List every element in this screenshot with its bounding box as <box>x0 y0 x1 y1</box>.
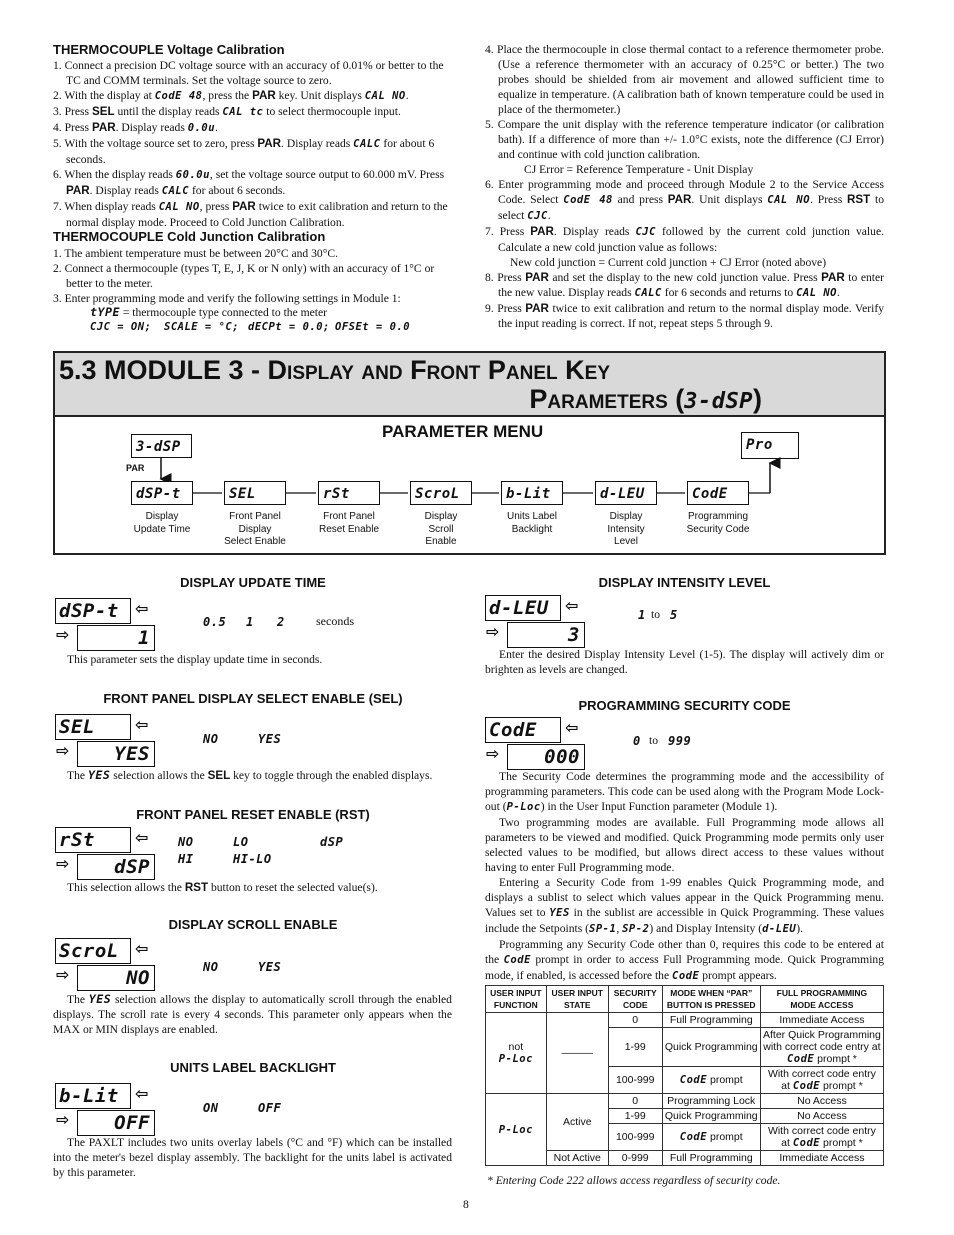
table-cell: ——— <box>546 1013 608 1094</box>
par-label: PAR <box>126 463 145 473</box>
text-run: 4. Press <box>53 121 92 134</box>
text-run: followed by the current cold junction value. Calculate a new cold junction value as follows: <box>498 225 884 254</box>
table-cell: CodE prompt <box>662 1067 760 1094</box>
blit-title: UNITS LABEL BACKLIGHT <box>170 1060 336 1075</box>
text-run: . Display reads <box>281 137 354 150</box>
text-run: twice to exit calibration and return to the normal display mode. Proceed to Cold Junction Calibration. <box>66 200 448 229</box>
display-code: CJC <box>635 226 656 238</box>
rst-option-lo: LO <box>233 835 249 849</box>
text-run: . Display reads <box>115 121 188 134</box>
text-run: . <box>215 121 218 134</box>
key-name: PAR <box>667 193 692 206</box>
blit-bottom-lcd: OFF <box>77 1110 155 1136</box>
key-name: RST <box>847 193 871 206</box>
text-run: key. Unit displays <box>275 89 365 102</box>
dspt-bottom-lcd: 1 <box>77 625 155 651</box>
table-cell: 0 <box>608 1013 662 1028</box>
type-line <box>90 305 327 320</box>
table-header-row <box>486 986 884 1013</box>
display-code: CodE <box>503 954 531 966</box>
setting-scale: SCALE = °C; <box>164 321 240 333</box>
module-number: 5.3 MODULE 3 - <box>59 355 268 385</box>
text-run: to enter the new value. Display reads <box>498 271 884 299</box>
rst-desc-b: button to reset the selected value(s). <box>208 881 378 894</box>
blit-option-on: ON <box>203 1101 219 1115</box>
parameter-menu <box>53 413 886 555</box>
table-row <box>486 1094 884 1109</box>
type-text: = thermocouple type connected to the meter <box>119 306 328 319</box>
display-code: CALC <box>161 185 190 197</box>
menu-label-line: Programming <box>687 511 749 522</box>
table-cell: MODE WHEN “PAR” BUTTON IS PRESSED <box>662 986 760 1013</box>
code-option-min: 0 <box>633 734 641 748</box>
menu-label-line: Units Label <box>506 511 558 522</box>
menu-label <box>487 511 577 536</box>
table-cell: Active <box>546 1094 608 1151</box>
code-bottom-lcd: 000 <box>507 744 585 770</box>
table-cell: With correct code entry at CodE prompt * <box>760 1124 883 1151</box>
key-name: PAR <box>821 271 845 284</box>
numbered-step <box>53 261 453 291</box>
text-run: . Unit displays <box>691 193 768 206</box>
display-code: CodE 48 <box>563 194 613 206</box>
table-cell: 0 <box>608 1094 662 1109</box>
text-run: , set the voltage source output to 60.000 mV. Press <box>209 168 445 181</box>
table-footnote: * Entering Code 222 allows access regardless of security code. <box>487 1174 781 1187</box>
text-run: 2. Connect a thermocouple (types T, E, J, K or N only) with an accuracy of 1°C or better to the meter. <box>53 262 435 290</box>
menu-label-line: Select Enable <box>224 536 286 547</box>
text-run: prompt appears. <box>699 969 777 982</box>
scrol-option-no: NO <box>203 960 219 974</box>
table-cell: Immediate Access <box>760 1151 883 1166</box>
table-cell: 100-999 <box>608 1067 662 1094</box>
sel-top-lcd: SEL <box>55 714 131 740</box>
display-code: 0.0u <box>187 122 216 134</box>
dleu-title: DISPLAY INTENSITY LEVEL <box>598 575 771 590</box>
page-number: 8 <box>463 1198 469 1211</box>
text-run: . Press <box>810 193 848 206</box>
table-cell: Programming Lock <box>662 1094 760 1109</box>
scrol-desc-a: The <box>67 993 89 1006</box>
key-name: PAR <box>232 200 256 213</box>
table-cell: USER INPUT FUNCTION <box>486 986 547 1013</box>
text-run: Two programming modes are available. Full Programming mode allows all parameters to be viewed and modified. Quick Programming mode permits only user selected values to be modified, but allows direct access to these values without having to enter Full Programming mode. <box>485 816 884 874</box>
text-run: 7. Press <box>485 225 531 238</box>
sel-arrow-icon: ⇨ <box>56 625 70 644</box>
module-heading <box>59 355 610 386</box>
menu-label <box>581 511 671 549</box>
text-run: ). <box>796 922 803 935</box>
dspt-option-1: 0.5 <box>203 615 227 629</box>
sel-desc-b: selection allows the <box>110 769 208 782</box>
security-code-table <box>485 985 884 1166</box>
sel-desc-key: SEL <box>207 769 231 782</box>
menu-label-line: Scroll <box>428 523 454 535</box>
menu-label-line: Level <box>614 536 638 547</box>
text-run: and press <box>612 193 668 206</box>
text-run: . Display reads <box>553 225 636 238</box>
sel-option-no: NO <box>203 732 219 746</box>
table-cell: SECURITY CODE <box>608 986 662 1013</box>
display-code: CJC <box>527 210 548 222</box>
sel-arrow-icon: ⇨ <box>56 741 70 760</box>
text-run: . <box>837 286 840 299</box>
scrol-title: DISPLAY SCROLL ENABLE <box>168 917 338 932</box>
table-cell: FULL PROGRAMMING MODE ACCESS <box>760 986 883 1013</box>
menu-label-line: Display <box>238 523 272 535</box>
dspt-option-3: 2 <box>277 615 285 629</box>
table-cell: CodE prompt <box>662 1124 760 1151</box>
numbered-step <box>53 167 453 199</box>
text-run: and set the display to the new cold junction value. Press <box>548 271 822 284</box>
rst-option-hi: HI <box>178 852 194 866</box>
table-cell: 1-99 <box>608 1028 662 1067</box>
sel-desc-a: The <box>67 769 88 782</box>
display-code: CAL NO <box>364 90 406 102</box>
dleu-option-min: 1 <box>638 608 646 622</box>
sel-bottom-lcd: YES <box>77 741 155 767</box>
par-arrow-icon: ⇦ <box>565 718 579 737</box>
menu-label-line: Display <box>424 511 458 522</box>
menu-start-box[interactable]: 3-dSP <box>131 434 192 458</box>
table-cell: Not Active <box>546 1151 608 1166</box>
code-paragraph <box>485 937 884 984</box>
key-name: PAR <box>530 225 554 238</box>
rst-desc <box>67 880 378 895</box>
text-run: for about 6 seconds. <box>189 184 286 197</box>
code-top-lcd: CodE <box>485 717 561 743</box>
dleu-desc: Enter the desired Display Intensity Level (1-5). The display will actively dim or brighten as levels are changed. <box>485 648 884 676</box>
text-run: Entering a Security Code from 1-99 enables Quick Programming mode, and displays a sublist to select which values appear in the Quick Programming menu. Values set to <box>485 876 884 919</box>
menu-label-line: Reset Enable <box>318 523 380 535</box>
text-run: The Security Code determines the programming mode and the accessibility of programming parameters. This code can be used along with the Program Mode Lock-out ( <box>485 770 884 813</box>
menu-box-blit[interactable]: b-Lit <box>501 481 563 505</box>
par-arrow-icon: ⇦ <box>135 1084 149 1103</box>
text-run: for 6 seconds and returns to <box>661 286 797 299</box>
display-code: CAL NO <box>158 201 200 213</box>
rst-option-dsp: dSP <box>320 835 344 849</box>
rst-desc-a: This selection allows the <box>67 881 185 894</box>
text-run: 1. Connect a precision DC voltage source with an accuracy of 0.01% or better to the TC and COMM terminals. Set the voltage source to zero. <box>53 59 444 87</box>
text-run: 9. Press <box>485 302 526 315</box>
cj-cal-title: THERMOCOUPLE Cold Junction Calibration <box>53 229 326 244</box>
scrol-bottom-lcd: NO <box>77 965 155 991</box>
display-code: CAL NO <box>796 287 838 299</box>
numbered-step <box>485 42 884 117</box>
dleu-top-lcd: d-LEU <box>485 595 561 621</box>
menu-label <box>117 511 207 536</box>
dspt-option-2: 1 <box>246 615 254 629</box>
code-title: PROGRAMMING SECURITY CODE <box>578 698 791 713</box>
text-run: . Display reads <box>89 184 162 197</box>
text-run: in the sublist are accessible in Quick Programming. These values include the Setpoints ( <box>485 906 884 935</box>
display-code: P-Loc <box>506 801 541 813</box>
numbered-step <box>53 58 453 88</box>
display-code: 60.0u <box>175 169 210 181</box>
sel-desc-c: key to toggle through the enabled displays. <box>230 769 433 782</box>
ploc-label: P-Loc <box>498 1053 533 1065</box>
dleu-bottom-lcd: 3 <box>507 622 585 648</box>
scrol-option-yes: YES <box>258 960 282 974</box>
menu-label <box>396 511 486 549</box>
key-name: PAR <box>525 302 549 315</box>
setting-ofset: OFSEt = 0.0 <box>335 321 411 333</box>
text-run: 5. Compare the unit display with the reference temperature indicator (or calibration bath). If a difference of more than +/- 1.0°C exists, note the difference (CJ Error) and continue with cold junction calibration. <box>485 118 884 161</box>
sel-arrow-icon: ⇨ <box>486 744 500 763</box>
dspt-unit: seconds <box>316 614 354 628</box>
menu-end-box[interactable]: Pro <box>741 432 799 459</box>
numbered-step <box>485 177 884 224</box>
text-run: , <box>616 922 623 935</box>
display-code: YES <box>549 907 570 919</box>
cj-error-formula: CJ Error = Reference Temperature - Unit Display <box>524 163 754 176</box>
text-run: 7. When display reads <box>53 200 159 213</box>
table-cell: Quick Programming <box>662 1109 760 1124</box>
module-title-line2 <box>529 384 762 415</box>
table-cell: Quick Programming <box>662 1028 760 1067</box>
menu-label-line: Front Panel <box>229 511 281 522</box>
numbered-step <box>53 199 453 230</box>
display-code: CAL NO <box>767 194 811 206</box>
sel-option-yes: YES <box>258 732 282 746</box>
module-title-close: ) <box>753 384 762 414</box>
type-code: tYPE <box>90 305 120 319</box>
display-code: CALC <box>634 287 662 299</box>
blit-top-lcd: b-Lit <box>55 1083 131 1109</box>
menu-label-line: Enable <box>425 536 457 547</box>
menu-label <box>210 511 300 549</box>
table-cell: 100-999 <box>608 1124 662 1151</box>
text-run: twice to exit calibration and return to the normal display mode. Verify the input reading is correct. If not, repeat steps 5 through 9. <box>498 302 884 330</box>
code-option-max: 999 <box>668 734 692 748</box>
module1-settings <box>90 321 430 333</box>
menu-box-sel[interactable]: SEL <box>224 481 286 505</box>
rst-option-no: NO <box>178 835 194 849</box>
sel-arrow-icon: ⇨ <box>486 622 500 641</box>
parameter-menu-title: PARAMETER MENU <box>382 422 544 441</box>
key-name: PAR <box>525 271 549 284</box>
rst-option-hi-lo: HI-LO <box>233 852 272 866</box>
table-cell: Immediate Access <box>760 1013 883 1028</box>
volt-cal-steps <box>53 58 453 230</box>
code-prompt-text: CodE <box>679 1131 708 1143</box>
text-run: 5. With the voltage source set to zero, press <box>53 137 258 150</box>
par-arrow-icon: ⇦ <box>135 599 149 618</box>
code-prompt-text: CodE <box>792 1137 821 1149</box>
scrol-desc-b: selection allows the display to automatically scroll through the enabled displays. The scroll rate is every 4 seconds. This parameter only appears when the MAX or MIN displays are enabled. <box>53 993 452 1036</box>
text-run: for about 6 seconds. <box>66 137 435 166</box>
display-code: SP-1 <box>589 923 617 935</box>
text-run: to select <box>498 193 884 222</box>
text-run: 4. Place the thermocouple in close thermal contact to a reference thermometer probe. (Use a reference thermometer with an accuracy of 0.25°C or better.) The two probes should be shielded from air movement and allowed sufficient time to equalize in temperature. (A calibration bath of known temperature could be used in place of the thermometer.) <box>485 43 884 116</box>
cj-cal-steps <box>53 246 453 306</box>
text-run: 3. Enter programming mode and verify the following settings in Module 1: <box>53 292 401 305</box>
par-arrow-icon: ⇦ <box>135 828 149 847</box>
code-paragraph <box>485 815 884 875</box>
module-banner <box>53 351 886 417</box>
module-title-params: Parameters ( <box>529 384 685 414</box>
text-run: 6. When the display reads <box>53 168 176 181</box>
text-run: 2. With the display at <box>53 89 155 102</box>
par-arrow-icon: ⇦ <box>565 596 579 615</box>
menu-label-line: Intensity <box>607 523 645 535</box>
text-run: ) in the User Input Function parameter (Module 1). <box>540 800 778 813</box>
not-label: not <box>508 1041 524 1053</box>
table-cell: 1-99 <box>608 1109 662 1124</box>
display-code: CodE 48 <box>154 90 203 102</box>
table-cell: P-Loc <box>486 1094 547 1166</box>
text-run: , press the <box>202 89 253 102</box>
menu-label-line: Update Time <box>133 523 191 535</box>
table-cell: After Quick Programming with correct code entry at CodE prompt * <box>760 1028 883 1067</box>
table-cell: USER INPUT STATE <box>546 986 608 1013</box>
numbered-step <box>53 291 453 306</box>
blit-option-off: OFF <box>258 1101 282 1115</box>
module-code: 3-dSP <box>684 389 753 414</box>
display-code: CALC <box>353 138 381 150</box>
text-run: 8. Press <box>485 271 526 284</box>
text-run: ) and Display Intensity ( <box>649 922 763 935</box>
display-code: d-LEU <box>762 923 797 935</box>
menu-box-dspt[interactable]: dSP-t <box>131 481 193 505</box>
numbered-step <box>53 136 453 167</box>
numbered-step <box>53 88 453 104</box>
menu-label-line: Front Panel <box>323 511 375 522</box>
key-name: PAR <box>257 137 282 150</box>
key-name: PAR <box>252 89 276 102</box>
text-run: 1. The ambient temperature must be between 20°C and 30°C. <box>53 247 338 260</box>
text-run: 3. Press <box>53 105 92 118</box>
sel-arrow-icon: ⇨ <box>56 965 70 984</box>
text-run: to select thermocouple input. <box>263 105 401 118</box>
numbered-step <box>53 104 453 120</box>
menu-label-line: Security Code <box>686 523 750 535</box>
code-paragraph <box>485 875 884 937</box>
table-cell <box>486 1013 547 1094</box>
setting-cjc: CJC = ON; <box>90 321 152 333</box>
sel-desc <box>67 768 432 783</box>
table-cell: 0-999 <box>608 1151 662 1166</box>
table-row <box>486 1013 884 1028</box>
module-title-line1: Display and Front Panel Key <box>267 355 610 385</box>
rst-desc-key: RST <box>184 881 209 894</box>
key-name: PAR <box>66 184 90 197</box>
text-run: Programming any Security Code other than 0, requires this code to be entered at the <box>485 938 884 966</box>
menu-label <box>673 511 763 536</box>
menu-box-scrol[interactable]: ScroL <box>410 481 472 505</box>
par-arrow-icon: ⇦ <box>135 939 149 958</box>
numbered-step <box>485 224 884 255</box>
table-cell: Full Programming <box>662 1013 760 1028</box>
text-run: prompt in order to access Full Programming mode. Quick Programming mode, if enabled, is accessed before the <box>485 953 885 982</box>
key-name: SEL <box>91 105 115 118</box>
menu-label-line: Display <box>145 511 179 522</box>
numbered-step <box>53 246 453 261</box>
key-name: PAR <box>91 121 116 134</box>
sel-title: FRONT PANEL DISPLAY SELECT ENABLE (SEL) <box>103 691 403 706</box>
code-prompt-text: CodE <box>786 1053 815 1065</box>
volt-cal-title: THERMOCOUPLE Voltage Calibration <box>53 42 285 57</box>
menu-label <box>304 511 394 536</box>
dleu-option-max: 5 <box>670 608 678 622</box>
code-prompt-text: CodE <box>679 1074 708 1086</box>
par-arrow-icon: ⇦ <box>135 715 149 734</box>
blit-desc: The PAXLT includes two units overlay labels (°C and °F) which can be installed into the meter's bezel display assembly. The backlight for the units label is activated by this parameter. <box>53 1136 452 1179</box>
menu-box-dleu[interactable]: d-LEU <box>595 481 657 505</box>
text-run: , press <box>199 200 233 213</box>
text-run: until the display reads <box>114 105 223 118</box>
sel-arrow-icon: ⇨ <box>56 854 70 873</box>
setting-decpt: dECPt = 0.0; <box>248 321 330 333</box>
rst-top-lcd: rSt <box>55 827 131 853</box>
dleu-option-to: to <box>651 608 661 621</box>
dspt-desc: This parameter sets the display update time in seconds. <box>67 653 323 666</box>
display-code: CAL tc <box>222 106 264 118</box>
table-cell: No Access <box>760 1109 883 1124</box>
table-cell: With correct code entry at CodE prompt * <box>760 1067 883 1094</box>
text-run: . <box>405 89 409 102</box>
code-description <box>485 769 884 984</box>
sel-arrow-icon: ⇨ <box>56 1110 70 1129</box>
rst-title: FRONT PANEL RESET ENABLE (RST) <box>136 807 370 822</box>
text-run: . <box>547 209 551 222</box>
new-cj-formula: New cold junction = Current cold junction + CJ Error (noted above) <box>510 256 827 269</box>
code-paragraph <box>485 769 884 815</box>
cj-cal-steps-continued <box>485 42 884 331</box>
menu-label-line: Backlight <box>511 523 553 535</box>
display-code: SP-2 <box>622 923 650 935</box>
sel-desc-code: YES <box>87 768 111 782</box>
menu-box-code[interactable]: CodE <box>687 481 749 505</box>
table-cell: Full Programming <box>662 1151 760 1166</box>
numbered-step <box>485 301 884 331</box>
dspt-top-lcd: dSP-t <box>55 598 131 624</box>
numbered-step <box>53 120 453 136</box>
code-option-to: to <box>649 734 659 747</box>
menu-box-rst[interactable]: rSt <box>318 481 380 505</box>
dspt-title: DISPLAY UPDATE TIME <box>180 575 326 590</box>
numbered-step <box>485 270 884 301</box>
code-prompt-text: CodE <box>792 1080 821 1092</box>
menu-label-line: Display <box>609 511 643 522</box>
scrol-desc-code: YES <box>88 992 112 1006</box>
rst-bottom-lcd: dSP <box>77 854 155 880</box>
display-code: CodE <box>672 970 700 982</box>
table-cell: No Access <box>760 1094 883 1109</box>
scrol-top-lcd: ScroL <box>55 938 131 964</box>
text-run: 6. Enter programming mode and proceed through Module 2 to the Service Access Code. Select <box>485 178 884 206</box>
numbered-step <box>485 117 884 162</box>
scrol-desc <box>53 992 452 1037</box>
